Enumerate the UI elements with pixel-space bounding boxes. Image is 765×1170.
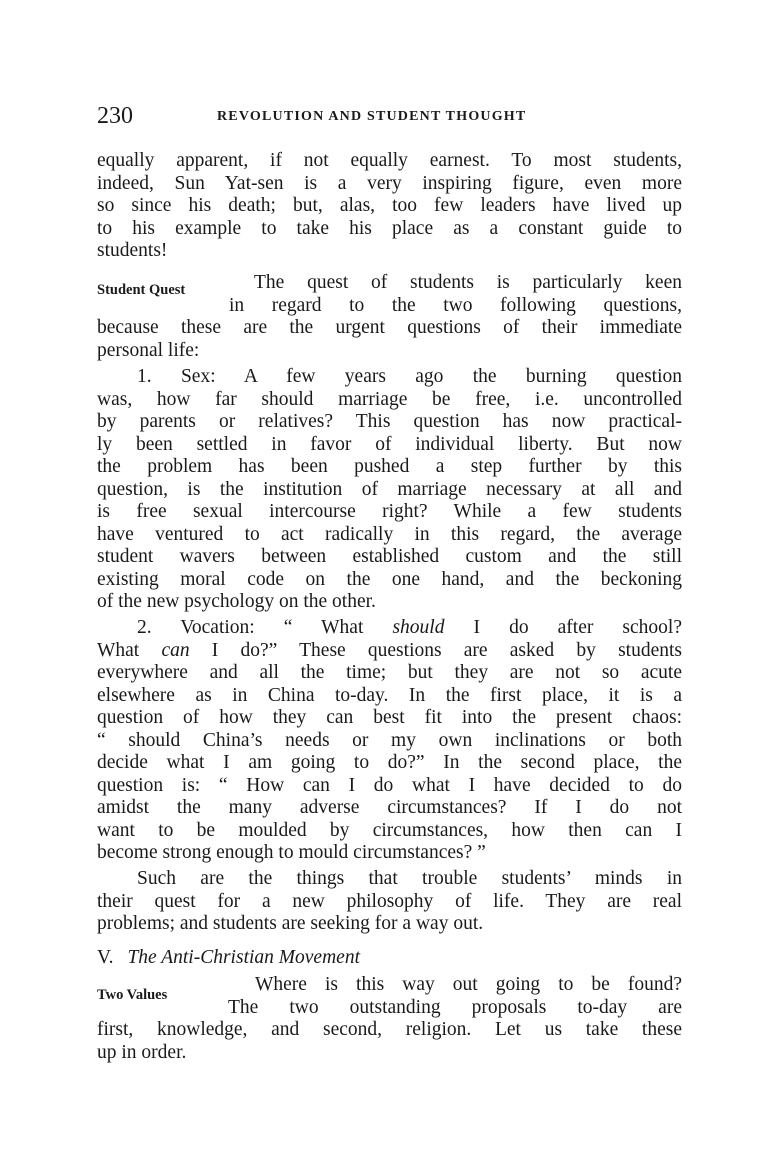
text-line: Where is this way out going to be found? (255, 974, 682, 995)
text-run: What (97, 639, 162, 661)
text-line: ly been settled in favor of individual liberty. But now (97, 433, 682, 455)
text-line: indeed, Sun Yat-sen is a very inspiring figure, even more (97, 172, 682, 194)
text-line: in regard to the two following questions, (229, 294, 682, 316)
text-line: to his example to take his place as a constant guide to (97, 217, 682, 239)
text-line: first, knowledge, and second, religion. Let us take these (97, 1019, 682, 1040)
text-run: I do after school? (444, 617, 683, 638)
text-line: their quest for a new philosophy of life. They are real (97, 890, 682, 912)
text-line: “ should China’s needs or my own inclinations or both (97, 729, 682, 751)
paragraph-summary (97, 868, 682, 936)
text-line: decide what I am going to do?” In the second place, the (97, 752, 682, 773)
text-line: was, how far should marriage be free, i.e. uncontrolled (97, 388, 682, 410)
running-head (97, 100, 682, 132)
text-line: the problem has been pushed a step further by this (97, 456, 682, 477)
text-line: equally apparent, if not equally earnest. To most students, (97, 150, 682, 171)
text-line: 1. Sex: A few years ago the burning question (137, 366, 682, 387)
paragraph-continuation (97, 150, 682, 263)
running-title: REVOLUTION AND STUDENT THOUGHT (217, 109, 527, 124)
text-line: by parents or relatives? This question has now practical- (97, 411, 682, 432)
text-line: because these are the urgent questions of their immediate (97, 317, 682, 338)
text-line: question is: “ How can I do what I have decided to do (97, 774, 682, 796)
paragraph-vocation (97, 617, 682, 865)
text-line: The two outstanding proposals to-day are (228, 996, 682, 1018)
text-line: The quest of students is particularly keen (254, 272, 682, 293)
paragraph-sex (97, 366, 682, 614)
section-number: V. (97, 947, 114, 968)
text-run: I do?” These questions are asked by students (189, 639, 682, 661)
text-line: question of how they can best fit into the present chaos: (97, 707, 682, 728)
section-title: The Anti-Christian Movement (127, 947, 360, 968)
text-line (97, 640, 682, 663)
text-line: of the new psychology on the other. (97, 591, 376, 612)
sidenote-two-values: Two Values (97, 987, 168, 1003)
text-line: elsewhere as in China to-day. In the first place, it is a (97, 684, 682, 706)
sidenote-student-quest: Student Quest (97, 282, 186, 298)
text-line: amidst the many adverse circumstances? If I do not (97, 797, 682, 818)
text-line: want to be moulded by circumstances, how then can I (97, 819, 682, 841)
paragraph-student-quest (97, 272, 682, 362)
section-heading (97, 946, 360, 970)
emphasis: should (392, 617, 445, 638)
text-line (97, 617, 682, 640)
text-line: have ventured to act radically in this regard, the average (97, 523, 682, 545)
text-line: become strong enough to mould circumstances? ” (97, 842, 486, 863)
text-line: student wavers between established custom and the still (97, 546, 682, 567)
text-line: students! (97, 240, 168, 261)
text-run: 2. Vocation: “ What (137, 617, 393, 638)
text-line: up in order. (97, 1041, 187, 1063)
emphasis: can (161, 639, 190, 661)
page-number: 230 (97, 103, 133, 129)
paragraph-two-values (97, 974, 682, 1064)
text-line: so since his death; but, alas, too few leaders have lived up (97, 195, 682, 216)
text-line: personal life: (97, 339, 200, 361)
text-line: problems; and students are seeking for a way out. (97, 913, 484, 934)
text-line: Such are the things that trouble students’ minds in (137, 868, 682, 889)
text-line: is free sexual intercourse right? While a few students (97, 501, 682, 522)
text-line: existing moral code on the one hand, and the beckoning (97, 568, 682, 590)
text-line: everywhere and all the time; but they are not so acute (97, 662, 682, 683)
text-line: question, is the institution of marriage necessary at all and (97, 478, 682, 500)
